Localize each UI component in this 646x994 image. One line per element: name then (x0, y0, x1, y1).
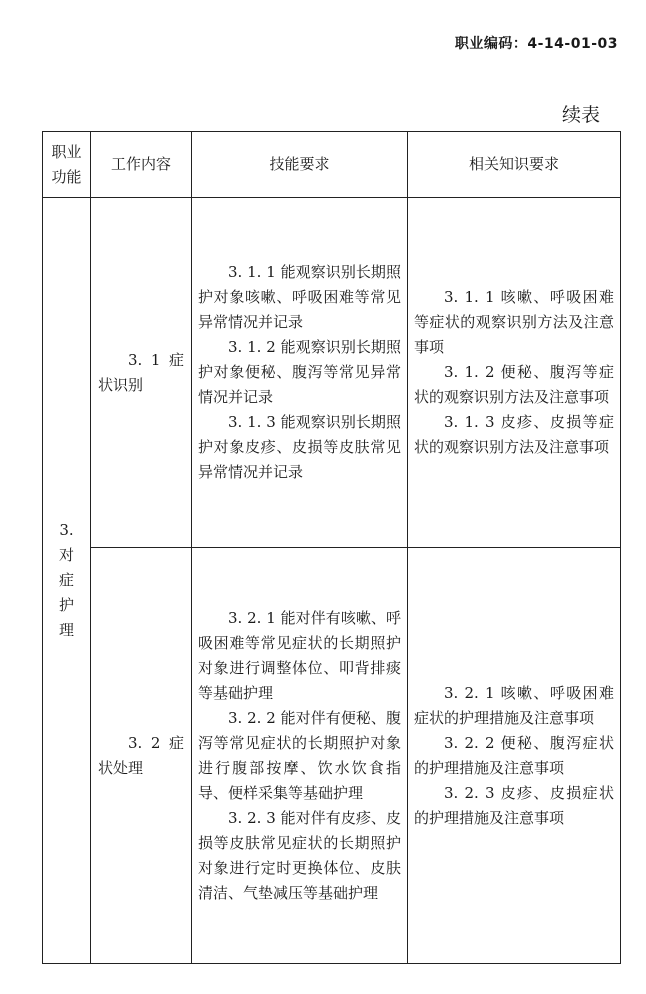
header-skill-requirements: 技能要求 (192, 132, 408, 198)
knowledge-item: 3. 2. 2 便秘、腹泻症状的护理措施及注意事项 (414, 733, 614, 777)
knowledge-cell (408, 198, 621, 548)
continued-label: 续表 (561, 104, 600, 126)
work-content-cell: 3. 2 症状处理 (91, 548, 192, 964)
table-row (43, 548, 621, 964)
function-cell: 3. 对 症 护 理 (43, 198, 91, 964)
knowledge-item: 3. 1. 2 便秘、腹泻等症状的观察识别方法及注意事项 (414, 363, 614, 406)
skill-item: 3. 1. 2 能观察识别长期照护对象便秘、腹泻等常见异常情况并记录 (198, 338, 401, 406)
skill-item: 3. 1. 3 能观察识别长期照护对象皮疹、皮损等皮肤常见异常情况并记录 (198, 413, 401, 481)
header-function: 职业 功能 (43, 132, 91, 198)
skills-table (42, 131, 621, 964)
skill-item: 3. 1. 1 能观察识别长期照护对象咳嗽、呼吸困难等常见异常情况并记录 (198, 263, 401, 331)
knowledge-item: 3. 1. 1 咳嗽、呼吸困难等症状的观察识别方法及注意事项 (414, 288, 614, 356)
knowledge-item: 3. 2. 1 咳嗽、呼吸困难症状的护理措施及注意事项 (414, 683, 614, 727)
occupation-code: 职业编码：4-14-01-03 (454, 36, 618, 52)
skill-item: 3. 2. 2 能对伴有便秘、腹泻等常见症状的长期照护对象进行腹部按摩、饮水饮食指导、便样采集等基础护理 (198, 708, 401, 802)
skill-item: 3. 2. 1 能对伴有咳嗽、呼吸困难等常见症状的长期照护对象进行调整体位、叩背排痰等基础护理 (198, 608, 401, 702)
header-work-content: 工作内容 (91, 132, 192, 198)
skill-cell (192, 548, 408, 964)
work-content-cell: 3. 1 症状识别 (91, 198, 192, 548)
knowledge-cell (408, 548, 621, 964)
skill-cell (192, 198, 408, 548)
table-header-row (43, 132, 621, 198)
knowledge-item: 3. 2. 3 皮疹、皮损症状的护理措施及注意事项 (414, 783, 614, 827)
knowledge-item: 3. 1. 3 皮疹、皮损等症状的观察识别方法及注意事项 (414, 413, 614, 456)
header-knowledge-requirements: 相关知识要求 (408, 132, 621, 198)
skill-item: 3. 2. 3 能对伴有皮疹、皮损等皮肤常见症状的长期照护对象进行定时更换体位、皮肤清洁、气垫减压等基础护理 (198, 808, 401, 902)
table-row (43, 198, 621, 548)
